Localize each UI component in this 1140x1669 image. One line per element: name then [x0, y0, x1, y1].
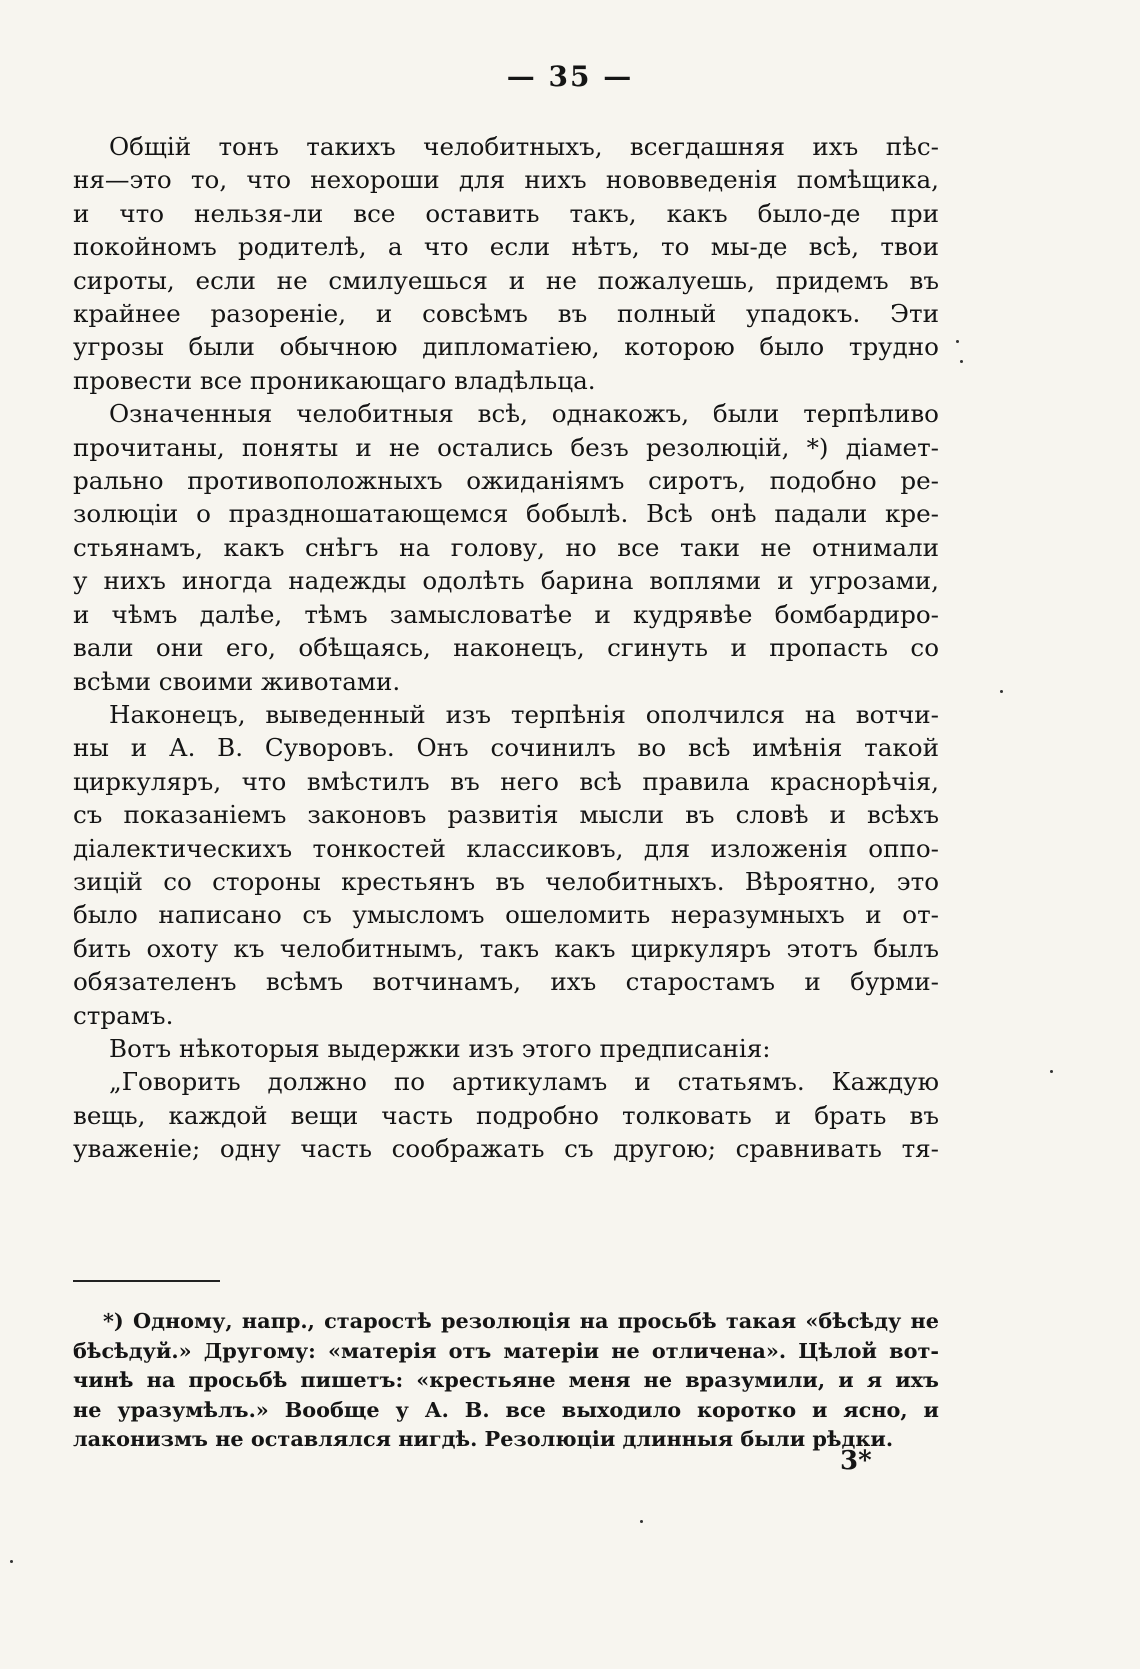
text-line: прочитаны, поняты и не остались безъ резолюцій, *) діамет-: [73, 432, 939, 462]
footnote-line: бѣсѣдуй.» Другому: «матерія отъ матеріи не отличена». Цѣлой вот-: [73, 1337, 939, 1363]
text-line: рально противоположныхъ ожиданіямъ сиротъ, подобно ре-: [73, 466, 939, 496]
page-number: — 35 —: [506, 60, 634, 93]
text-line: было написано съ умысломъ ошеломить неразумныхъ и от-: [73, 900, 939, 930]
text-line: уваженіе; одну часть соображать съ другою; сравнивать тя-: [73, 1134, 939, 1164]
text-line: „Говорить должно по артикуламъ и статьямъ. Каждую: [109, 1067, 939, 1097]
text-line: провести все проникающаго владѣльца.: [73, 365, 596, 395]
text-line: у нихъ иногда надежды одолѣть барина воплями и угрозами,: [73, 566, 939, 596]
text-line: и чѣмъ далѣе, тѣмъ замысловатѣе и кудрявѣе бомбардиро-: [73, 599, 939, 629]
text-line: діалектическихъ тонкостей классиковъ, для изложенія оппо-: [73, 833, 939, 863]
text-line: циркуляръ, что вмѣстилъ въ него всѣ правила краснорѣчія,: [73, 766, 939, 796]
footnote-line: не уразумѣлъ.» Вообще у А. В. все выходило коротко и ясно, и: [73, 1396, 939, 1422]
footnote-line: чинѣ на просьбѣ пишетъ: «крестьяне меня не вразумили, и я ихъ: [73, 1367, 939, 1392]
text-line: зицій со стороны крестьянъ въ челобитныхъ. Вѣроятно, это: [73, 866, 939, 896]
text-line: золюціи о праздношатающемся бобылѣ. Всѣ онѣ падали кре-: [73, 499, 939, 529]
scan-speck: [1000, 690, 1003, 693]
text-line: ны и А. В. Суворовъ. Онъ сочинилъ во всѣ имѣнія такой: [73, 733, 939, 763]
text-line: Общій тонъ такихъ челобитныхъ, всегдашняя ихъ пѣс-: [109, 132, 939, 161]
text-line: съ показаніемъ законовъ развитія мысли въ словѣ и всѣхъ: [73, 800, 939, 830]
scan-speck: [10, 1560, 13, 1563]
footnote-line: лаконизмъ не оставлялся нигдѣ. Резолюціи длинныя были рѣдки.: [73, 1426, 894, 1451]
footnote-separator: [73, 1280, 220, 1282]
text-line: и что нельзя-ли все оставить такъ, какъ было-де при: [73, 198, 939, 228]
text-line: бить охоту къ челобитнымъ, такъ какъ циркуляръ этотъ былъ: [73, 933, 939, 963]
text-line: стьянамъ, какъ снѣгъ на голову, но все таки не отнимали: [73, 532, 939, 562]
main-text: [73, 130, 939, 1166]
text-line: Означенныя челобитныя всѣ, однакожъ, были терпѣливо: [109, 399, 939, 429]
footnote: [73, 1306, 939, 1454]
text-line: вали они его, обѣщаясь, наконецъ, сгинуть и пропасть со: [73, 633, 939, 663]
text-line: вещь, каждой вещи часть подробно толковать и брать въ: [73, 1100, 939, 1130]
scan-speck: [640, 1520, 643, 1523]
text-line: покойномъ родителѣ, а что если нѣтъ, то мы-де всѣ, твои: [73, 232, 939, 262]
scan-speck: [960, 360, 963, 363]
scan-speck: [1050, 1070, 1053, 1073]
text-line: сироты, если не смилуешься и не пожалуешь, придемъ въ: [73, 265, 939, 295]
signature-mark: 3*: [840, 1446, 872, 1476]
footnote-line: *) Одному, напр., старостѣ резолюція на просьбѣ такая «бѣсѣду не: [103, 1308, 939, 1333]
scan-speck: [956, 340, 959, 343]
text-line: угрозы были обычною дипломатіею, которою было трудно: [73, 332, 939, 362]
text-line: всѣми своими животами.: [73, 666, 401, 696]
text-line: обязателенъ всѣмъ вотчинамъ, ихъ старостамъ и бурми-: [73, 967, 939, 997]
text-line: Наконецъ, выведенный изъ терпѣнія ополчился на вотчи-: [109, 699, 939, 729]
text-line: крайнее разореніе, и совсѣмъ въ полный упадокъ. Эти: [73, 299, 939, 329]
text-line: Вотъ нѣкоторыя выдержки изъ этого предписанія:: [109, 1033, 771, 1063]
text-line: страмъ.: [73, 1000, 174, 1030]
text-line: ня—это то, что нехороши для нихъ нововведенія помѣщика,: [73, 165, 939, 195]
